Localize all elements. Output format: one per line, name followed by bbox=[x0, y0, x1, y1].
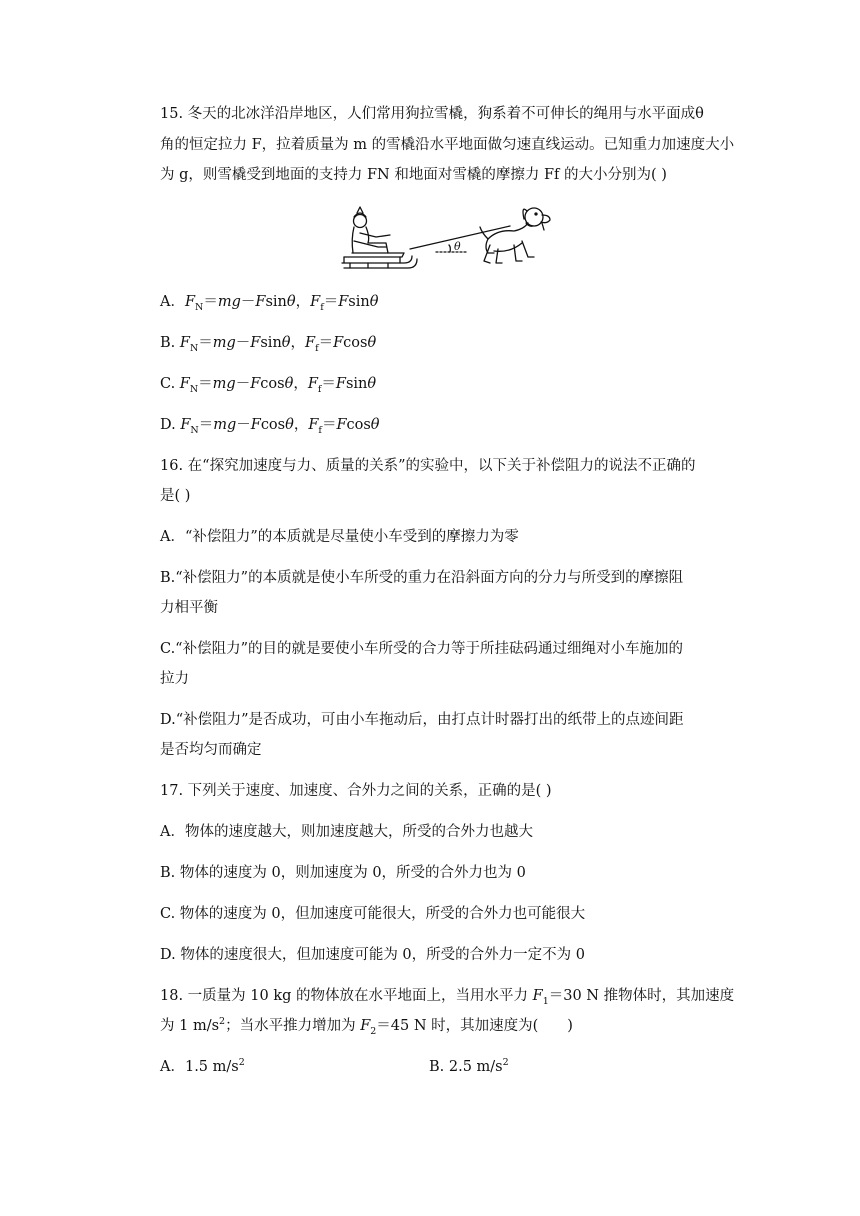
q15-stem-line-1: 15. 冬天的北冰洋沿岸地区，人们常用狗拉雪橇，狗系着不可伸长的绳用与水平面成θ bbox=[160, 106, 704, 122]
q16-option-b-line-1: B.“补偿阻力”的本质就是使小车所受的重力在沿斜面方向的分力与所受到的摩擦阻 bbox=[160, 570, 684, 586]
q16-option-a: A．“补偿阻力”的本质就是尽量使小车受到的摩擦力为零 bbox=[160, 529, 519, 545]
q15-stem-line-3: 为 g，则雪橇受到地面的支持力 FN 和地面对雪橇的摩擦力 Ff 的大小分别为( ) bbox=[160, 167, 667, 183]
q16-option-c-line-1: C.“补偿阻力”的目的就是要使小车所受的合力等于所挂砝码通过细绳对小车施加的 bbox=[160, 641, 684, 657]
q16-stem-line-1: 16. 在“探究加速度与力、质量的关系”的实验中，以下关于补偿阻力的说法不正确的 bbox=[160, 458, 696, 474]
q16-stem-line-2: 是( ) bbox=[160, 488, 191, 504]
q16-option-b-line-2: 力相平衡 bbox=[160, 600, 218, 616]
q16-option-c-line-2: 拉力 bbox=[160, 671, 189, 687]
q18-option-a: A．1.5 $m/s^2$ bbox=[160, 1057, 245, 1075]
angle-theta-label: θ bbox=[454, 240, 461, 253]
q16-option-d-line-2: 是否均匀而确定 bbox=[160, 742, 262, 758]
dog-sled-figure bbox=[338, 203, 552, 275]
q17-option-a: A．物体的速度越大，则加速度越大，所受的合外力也越大 bbox=[160, 824, 533, 840]
q17-option-c: C. 物体的速度为 0，但加速度可能很大，所受的合外力也可能很大 bbox=[160, 906, 586, 922]
q18-stem-line-1: 18. 一质量为 10 kg 的物体放在水平地面上，当用水平力 $F_1=30$ N 推物体时，其加速度 bbox=[160, 988, 735, 1007]
q17-option-b: B. 物体的速度为 0，则加速度为 0，所受的合外力也为 0 bbox=[160, 865, 526, 881]
q15-option-a: A．$F_N=mg-Fsin\theta$，$F_f=Fsin\theta$ bbox=[160, 294, 379, 313]
q17-stem: 17. 下列关于速度、加速度、合外力之间的关系，正确的是( ) bbox=[160, 783, 552, 799]
q18-option-b: B. 2.5 $m/s^2$ bbox=[429, 1057, 509, 1075]
q15-option-b: B. $F_N=mg-Fsin\theta$，$F_f=Fcos\theta$ bbox=[160, 335, 377, 354]
q17-option-d: D. 物体的速度很大，但加速度可能为 0，所受的合外力一定不为 0 bbox=[160, 947, 585, 963]
q15-option-c: C. $F_N=mg-Fcos\theta$，$F_f=Fsin\theta$ bbox=[160, 376, 377, 395]
q15-stem-line-2: 角的恒定拉力 F，拉着质量为 m 的雪橇沿水平地面做匀速直线运动。已知重力加速度大小 bbox=[160, 137, 735, 153]
q15-option-d: D. $F_N=mg-Fcos\theta$，$F_f=Fcos\theta$ bbox=[160, 417, 380, 436]
q16-option-d-line-1: D.“补偿阻力”是否成功，可由小车拖动后，由打点计时器打出的纸带上的点迹间距 bbox=[160, 712, 684, 728]
q18-stem-line-2: 为 1 $m/s^2$；当水平推力增加为 $F_2=45$ N 时，其加速度为( ) bbox=[160, 1016, 573, 1037]
